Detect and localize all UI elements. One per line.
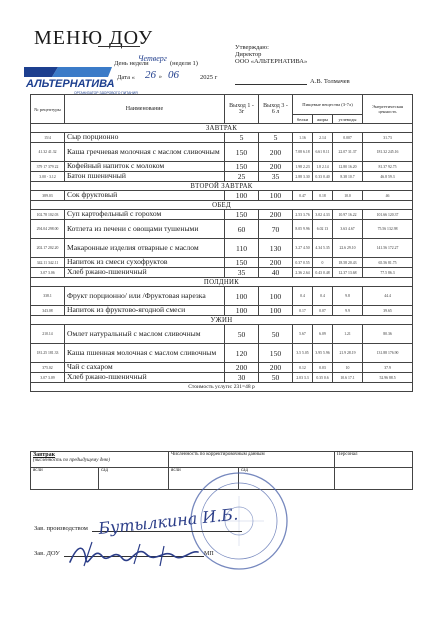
fat-value: 0.43 0.48 <box>313 268 333 278</box>
dish-name: Фрукт порционно/ или /Фруктовая нарезка <box>65 287 225 306</box>
fat-value: 2.14 <box>313 133 333 143</box>
fat-value: 3.95 5.96 <box>313 344 333 363</box>
recipe-code: 102.78 102.03 <box>31 210 65 220</box>
energy-value: 37.9 <box>363 363 413 373</box>
dish-name: Хлеб ржано-пшеничный <box>65 268 225 278</box>
carbs-value: 12.37 13.68 <box>333 268 363 278</box>
portion-3-6: 5 <box>259 133 293 143</box>
menu-row <box>31 306 413 316</box>
carbs-value: 12.80 16.20 <box>333 162 363 172</box>
protein-value: 1.98 2.23 <box>293 162 313 172</box>
recipe-code: 294.04 298.00 <box>31 220 65 239</box>
energy-value: 181.32 245.16 <box>363 143 413 162</box>
production-handwritten-signature <box>96 502 246 540</box>
carbs-value: 22.6 29.10 <box>333 239 363 258</box>
col-nutrition: Пищевые вещества (3-7л) <box>293 95 363 115</box>
portion-1-3: 30 <box>225 373 259 383</box>
portion-3-6: 200 <box>259 363 293 373</box>
energy-value: 52.96 88.5 <box>363 373 413 383</box>
day-label: День недели <box>114 60 149 67</box>
staff-cell <box>335 468 413 490</box>
carbs-value: 9.9 <box>333 306 363 316</box>
section-row <box>31 278 413 287</box>
recipe-code: 343.08 <box>31 306 65 316</box>
fat-value: 6.02 13 <box>313 220 333 239</box>
date-close-quote: » <box>158 73 162 80</box>
fat-value: 1.8 2.14 <box>313 162 333 172</box>
carbs-value: 3.63 4.67 <box>333 220 363 239</box>
col-carbs: углеводы <box>333 115 363 124</box>
portion-3-6: 200 <box>259 210 293 220</box>
menu-row <box>31 287 413 306</box>
sad-cell-2: сад <box>239 468 335 490</box>
portion-3-6: 200 <box>259 162 293 172</box>
portion-3-6: 35 <box>259 172 293 182</box>
energy-value: 39.65 <box>363 306 413 316</box>
recipe-code: 3.00 - 3.12 <box>31 172 65 182</box>
section-row <box>31 316 413 325</box>
protein-value: 0.17 <box>293 306 313 316</box>
recipe-code: 41.32 41.32 <box>31 143 65 162</box>
recipe-code: 210.14 <box>31 325 65 344</box>
energy-value: 101.66 120.37 <box>363 210 413 220</box>
menu-row <box>31 325 413 344</box>
section-title: ЗАВТРАК <box>31 124 413 133</box>
dish-name: Напиток из фруктово-ягодной смеси <box>65 306 225 316</box>
col-recipe: № рецептуры <box>31 95 65 124</box>
breakfast-subtitle: (численность по предыдущему дню) <box>33 458 110 463</box>
protein-value: 2.88 3.30 <box>293 172 313 182</box>
menu-row <box>31 258 413 268</box>
menu-row <box>31 172 413 182</box>
portion-3-6: 200 <box>259 143 293 162</box>
date-day-value: 26 <box>145 69 156 81</box>
portion-3-6: 100 <box>259 287 293 306</box>
section-title: ВТОРОЙ ЗАВТРАК <box>31 182 413 191</box>
dish-name: Каша гречневая молочная с маслом сливочным <box>65 143 225 162</box>
protein-value: 5.67 <box>293 325 313 344</box>
dish-name: Кофейный напиток с молоком <box>65 162 225 172</box>
dish-name: Сыр порционно <box>65 133 225 143</box>
col-energy: Энергетическая ценность <box>363 95 413 124</box>
approval-role: Директор <box>235 51 262 58</box>
recipe-code: 3.07 3.06 <box>31 268 65 278</box>
energy-value: 81.37 92.75 <box>363 162 413 172</box>
portion-1-3: 100 <box>225 191 259 201</box>
protein-value: 2.53 3.76 <box>293 210 313 220</box>
recipe-code: 389.03 <box>31 191 65 201</box>
fat-value: 6.09 <box>313 325 333 344</box>
carbs-value: 10.0 <box>333 191 363 201</box>
portion-1-3: 110 <box>225 239 259 258</box>
energy-value: 77.5 86.3 <box>363 268 413 278</box>
energy-value: 80.36 <box>363 325 413 344</box>
day-value: Четверг <box>138 54 167 63</box>
date-year: 2025 г <box>200 74 218 81</box>
protein-value: 0.37 0.55 <box>293 258 313 268</box>
date-label-text: Дата <box>117 74 130 81</box>
carbs-value: 21.9 28.19 <box>333 344 363 363</box>
dish-name: Суп картофельный с горохом <box>65 210 225 220</box>
carbs-value: 1.21 <box>333 325 363 344</box>
carbs-value: 0.007 <box>333 133 363 143</box>
recipe-code: 379 17 379 22 <box>31 162 65 172</box>
protein-value: 2.36 2.64 <box>293 268 313 278</box>
section-title: ОБЕД <box>31 201 413 210</box>
date-open-quote: « <box>131 74 135 81</box>
logo-text: АЛЬТЕРНАТИВА <box>26 78 115 90</box>
date-day <box>145 69 162 81</box>
carbs-value: 10 <box>333 363 363 373</box>
fat-value: 3.02 4.33 <box>313 210 333 220</box>
recipe-code: 342.11 342.11 <box>31 258 65 268</box>
protein-value: 8.05 9.96 <box>293 220 313 239</box>
energy-value: 75.56 132.98 <box>363 220 413 239</box>
logo-subtitle: ОРГАНИЗАТОР ЗДОРОВОГО ПИТАНИЯ <box>74 91 138 95</box>
menu-row <box>31 344 413 363</box>
approval-org: ООО «АЛЬТЕРНАТИВА» <box>235 58 308 65</box>
carbs-value: 10.6 17.1 <box>333 373 363 383</box>
portion-3-6: 100 <box>259 191 293 201</box>
protein-value: 7.08 6.18 <box>293 143 313 162</box>
col-out-3-6: Выход 3 - 6 л <box>259 95 293 124</box>
menu-row <box>31 143 413 162</box>
menu-row <box>31 133 413 143</box>
menu-body <box>31 124 413 392</box>
portion-3-6: 40 <box>259 268 293 278</box>
sad-cell: сад <box>99 468 169 490</box>
recipe-code: 375.02 <box>31 363 65 373</box>
menu-row <box>31 363 413 373</box>
menu-row <box>31 268 413 278</box>
production-label: Зав. производством <box>34 525 88 532</box>
portion-3-6: 50 <box>259 373 293 383</box>
menu-row <box>31 162 413 172</box>
fat-value: 4.34 5.35 <box>313 239 333 258</box>
recipe-code: 202.17 202.20 <box>31 239 65 258</box>
date-month: 06 <box>168 69 179 81</box>
head-label: Зав. ДОУ <box>34 550 60 557</box>
fat-value: 0.18 <box>313 191 333 201</box>
attendance-breakfast <box>31 452 169 468</box>
portion-1-3: 120 <box>225 344 259 363</box>
production-signature-text: Бутылкина И.Б. <box>97 504 239 539</box>
dish-name: Макаронные изделия отварные с маслом <box>65 239 225 258</box>
portion-3-6: 130 <box>259 239 293 258</box>
protein-value: 3.5 5.05 <box>293 344 313 363</box>
portion-3-6: 50 <box>259 325 293 344</box>
energy-value: 46 <box>363 191 413 201</box>
portion-1-3: 100 <box>225 287 259 306</box>
menu-row <box>31 191 413 201</box>
page-title: МЕНЮ ДОУ <box>34 27 154 49</box>
section-title: ПОЛДНИК <box>31 278 413 287</box>
portion-1-3: 150 <box>225 258 259 268</box>
approval-name: А.В. Толмачев <box>310 78 350 85</box>
dish-name: Напиток из смеси сухофруктов <box>65 258 225 268</box>
carbs-value: 22.07 31.37 <box>333 143 363 162</box>
portion-1-3: 200 <box>225 363 259 373</box>
fat-value: 0.35 0.6 <box>313 373 333 383</box>
dish-name: Каша пшенная молочная с маслом сливочным <box>65 344 225 363</box>
energy-value: 65.56 81.75 <box>363 258 413 268</box>
protein-value: 0.4 <box>293 287 313 306</box>
col-protein: белки <box>293 115 313 124</box>
portion-1-3: 5 <box>225 133 259 143</box>
energy-value: 31.73 <box>363 133 413 143</box>
protein-value: 2.03 3.3 <box>293 373 313 383</box>
portion-1-3: 150 <box>225 210 259 220</box>
fat-value: 0 <box>313 258 333 268</box>
dish-name: Омлет натуральный с маслом сливочным <box>65 325 225 344</box>
yasli-cell-2: ясли <box>169 468 239 490</box>
portion-1-3: 150 <box>225 162 259 172</box>
energy-value: 141.56 172.27 <box>363 239 413 258</box>
head-handwritten-signature <box>64 538 204 570</box>
cost-row <box>31 383 413 392</box>
approval-label: Утверждаю: <box>235 44 269 51</box>
stamp-place-label: МП <box>204 551 214 557</box>
recipe-code: 338.1 <box>31 287 65 306</box>
title-underline <box>98 46 140 47</box>
protein-value: 0.12 <box>293 363 313 373</box>
col-out-1-3: Выход 1 - 3г <box>225 95 259 124</box>
fat-value: 0.33 0.40 <box>313 172 333 182</box>
recipe-code: 3.07 3.09 <box>31 373 65 383</box>
portion-3-6: 70 <box>259 220 293 239</box>
carbs-value: 10.97 16.22 <box>333 210 363 220</box>
fat-value: 0.4 <box>313 287 333 306</box>
dish-name: Котлета из печени с овощами тушеными <box>65 220 225 239</box>
carbs-value: 18.58 20.43 <box>333 258 363 268</box>
menu-row <box>31 373 413 383</box>
col-fat: жиры <box>313 115 333 124</box>
energy-value: 46.8 59.3 <box>363 172 413 182</box>
approval-signature-line <box>235 84 307 85</box>
cost-text: Стоимость услуги: 231=48 р <box>31 383 413 392</box>
fat-value: 6.61 8.11 <box>313 143 333 162</box>
fat-value: 0.03 <box>313 363 333 373</box>
carbs-value: 9.8 <box>333 287 363 306</box>
dish-name: Чай с сахаром <box>65 363 225 373</box>
protein-value: 0.47 <box>293 191 313 201</box>
breakfast-heading: Завтрак <box>33 452 56 458</box>
dish-name: Батон пшеничный <box>65 172 225 182</box>
carbs-value: 8.38 10.7 <box>333 172 363 182</box>
energy-value: 44.4 <box>363 287 413 306</box>
recipe-code: 15/4 <box>31 133 65 143</box>
protein-value: 3.27 4.50 <box>293 239 313 258</box>
menu-row <box>31 239 413 258</box>
dish-name: Сок фруктовый <box>65 191 225 201</box>
portion-1-3: 50 <box>225 325 259 344</box>
week-label: (неделя 1) <box>170 60 198 67</box>
portion-1-3: 60 <box>225 220 259 239</box>
attendance-staff: Персонал <box>335 452 413 468</box>
dish-name: Хлеб ржано-пшеничный <box>65 373 225 383</box>
portion-1-3: 100 <box>225 306 259 316</box>
recipe-code: 181.25 181.33 <box>31 344 65 363</box>
fat-value: 0.07 <box>313 306 333 316</box>
attendance-count-label: Численность по корректировочным данным <box>169 452 335 468</box>
menu-row <box>31 210 413 220</box>
protein-value: 1.16 <box>293 133 313 143</box>
portion-1-3: 150 <box>225 143 259 162</box>
portion-1-3: 35 <box>225 268 259 278</box>
menu-table <box>30 94 413 392</box>
portion-1-3: 25 <box>225 172 259 182</box>
portion-3-6: 100 <box>259 306 293 316</box>
section-title: УЖИН <box>31 316 413 325</box>
portion-3-6: 200 <box>259 258 293 268</box>
menu-row <box>31 220 413 239</box>
col-name: Наименование <box>65 95 225 124</box>
portion-3-6: 150 <box>259 344 293 363</box>
yasli-cell: ясли <box>31 468 99 490</box>
energy-value: 131.88 176.90 <box>363 344 413 363</box>
date-label <box>117 74 135 81</box>
